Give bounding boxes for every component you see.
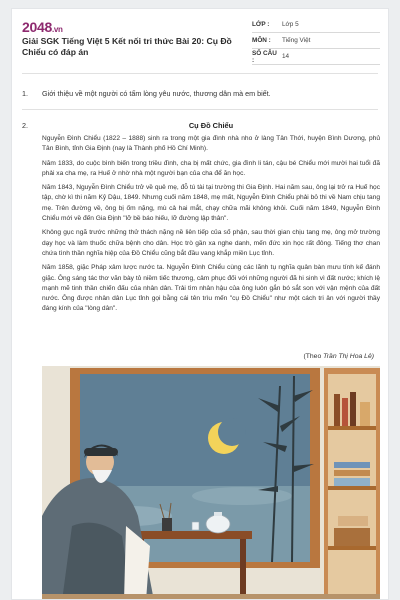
story-paragraph: Không gục ngã trước những thử thách nặng nề liên tiếp của số phận, sau thời gian chịu tang mẹ, ông mở trường dạy học và làm thuốc chữa bệnh cho dân. Học trò gần xa nghe danh, mến đức xin học rất đông. Tiếng thơ chan chứa tình thần nghĩa hiệp của Đồ Chiểu cũng bắt đầu vang khắp miền Lục tỉnh. — [42, 229, 380, 257]
question-text: Giới thiệu về một người có tấm lòng yêu nước, thương dân mà em biết. — [42, 89, 271, 98]
meta-table — [252, 17, 380, 65]
meta-value: Lớp 5 — [282, 21, 299, 28]
meta-row-count — [252, 49, 380, 65]
story-source: (Theo Trần Thị Hoa Lê) — [303, 353, 374, 360]
story-paragraph: Năm 1858, giặc Pháp xâm lược nước ta. Nguyễn Đình Chiểu cùng các lãnh tụ nghĩa quân bàn mưu tính kế đánh giặc. Ông sáng tác thơ văn bày tỏ niềm tiếc thương, cảm phục đối với những người đã hi sinh vì đất nước; khích lệ mạnh mẽ tinh thần chiến đấu của nhân dân. Trải tìm nhân hậu của ông luôn gắn bó sắt son với vận mệnh của đất nước. Ông được nhân dân Lục tỉnh gọi bằng cái tên trìu mến "cụ Đồ Chiểu" như một cách tri ân với người thầy đáng kính của "lòng dân". — [42, 264, 380, 313]
meta-row-subject — [252, 33, 380, 49]
scholar-by-window-moon-illustration — [42, 366, 380, 600]
meta-label: SỐ CÂU : — [252, 49, 277, 64]
story-paragraph: Năm 1843, Nguyễn Đình Chiểu trở về quê mẹ, đỗ tú tài tại trường thi Gia Định. Hai năm sau, ông lại trở ra Huế học tập, chờ kì thi năm Kỷ Dậu, 1849. Nhưng cuối năm 1848, mẹ mất, Nguyễn Đình Chiểu phải bỏ thi về Nam chịu tang mẹ. Trên đường về, ông bị ốm nặng, mù cả hai mắt, chạy chữa mãi không khỏi. Cuối năm 1849, Nguyễn Đình Chiểu mới về đến Gia Định "lỡ bề báo hiếu, lỡ đường lập thân". — [42, 184, 380, 223]
story-title: Cụ Đồ Chiểu — [188, 121, 234, 130]
meta-value: Tiếng Việt — [282, 37, 311, 44]
document-page — [11, 8, 389, 600]
story-body — [42, 134, 380, 319]
story-paragraph: Nguyễn Đình Chiểu (1822 – 1888) sinh ra trong một gia đình nhà nho ở làng Tân Thới, huyện Bình Dương, phủ Tân Bình, tỉnh Gia Định (nay là Thành phố Hồ Chí Minh). — [42, 135, 380, 153]
meta-label: LỚP : — [252, 21, 270, 28]
meta-row-class — [252, 17, 380, 33]
meta-label: MÔN : — [252, 37, 271, 44]
document-header — [12, 9, 388, 71]
meta-value: 14 — [282, 53, 290, 60]
site-logo[interactable]: 2048.vn — [22, 19, 63, 35]
divider — [22, 73, 378, 74]
document-title: Giải SGK Tiếng Việt 5 Kết nối tri thức Bài 20: Cụ Đồ Chiểu có đáp án — [22, 36, 232, 57]
question-number: 1. — [22, 89, 28, 98]
question-number: 2. — [22, 121, 28, 130]
divider — [22, 109, 378, 110]
scholar-illustration — [42, 366, 380, 600]
story-paragraph: Năm 1833, do cuộc bình biến trong triều đình, cha bị mất chức, gia đình li tán, cậu bé Chiểu mới mười hai tuổi đã phải xa cha mẹ, ra Huế ở nhờ nhà một người bạn của cha để ăn học. — [42, 159, 380, 177]
